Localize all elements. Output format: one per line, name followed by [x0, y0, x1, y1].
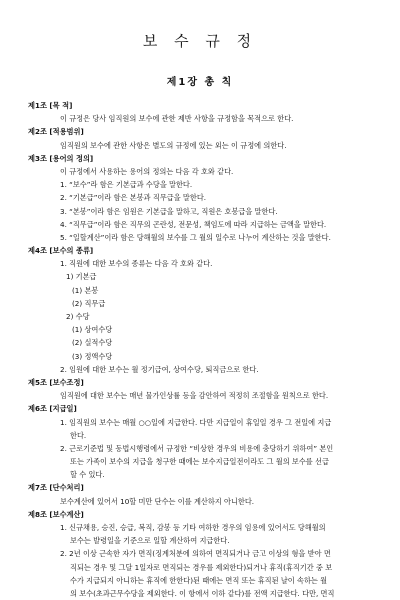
chapter-heading: 제1장 총 칙: [166, 77, 234, 88]
article-subitem: (1) 본봉: [72, 285, 99, 295]
article-item-continuation: 보수는 발령일을 기준으로 일할 계산하여 지급한다.: [70, 536, 230, 546]
article-item-continuation: 한다.: [70, 430, 87, 440]
article-text: 이 규정에서 사용하는 용어의 정의는 다음 각 호와 같다.: [60, 166, 234, 176]
article-text: 임직원에 대한 보수는 매년 물가인상률 등을 감안하여 적정히 조절함을 원칙으로 한다.: [60, 391, 329, 401]
article-subitem: (1) 상여수당: [72, 325, 113, 335]
article-heading: 제1조 [목 적]: [28, 101, 73, 110]
article-item: 1. 직원에 대한 보수의 종류는 다음 각 호와 같다.: [60, 259, 213, 269]
article-subitem: (3) 정액수당: [72, 351, 113, 361]
article-text: 보수계산에 있어서 10할 미만 단수는 이를 계산하지 아니한다.: [60, 496, 255, 506]
article-heading: 제2조 [적용범위]: [28, 127, 84, 137]
article-item: 1. 신규채용, 승진, 승급, 복직, 감봉 등 기타 여하한 경우의 임용에 있어서도 당해월의: [60, 523, 326, 532]
article-text: 이 규정은 당사 임직원의 보수에 관한 제반 사항을 규정함을 목적으로 한다.: [60, 114, 294, 124]
article-heading: 제8조 [보수계산]: [28, 509, 84, 519]
article-text: 임직원의 보수에 관한 사항은 별도의 규정에 있는 외는 이 규정에 의한다.: [60, 140, 287, 150]
article-heading: 제4조 [보수의 종류]: [28, 246, 94, 256]
article-subitem: 1) 기본급: [66, 272, 97, 282]
article-subitem: 2) 수당: [66, 312, 90, 321]
article-item: 1. 임직원의 보수는 매월 ○○일에 지급한다. 다만 지급일이 휴일일 경우 그 전일에 지급: [60, 417, 332, 427]
article-subitem: (2) 실적수당: [72, 338, 113, 348]
article-heading: 제7조 [단수처리]: [28, 483, 84, 493]
article-item: 2. 근로기준법 및 동법시행령에서 규정한 “비상한 경우의 비용에 충당하기 위하여” 본인: [60, 443, 334, 453]
article-item: 2. 2년 이상 근속한 자가 면직(징계처분에 의하여 면직되거나 금고 이상의 형을 받아 면: [60, 549, 331, 559]
article-item-continuation: 또는 가족이 보수의 지급을 청구한 때에는 보수지급일전이라도 그 월의 보수를 선급: [70, 457, 329, 467]
article-item: 5. “일할계산”이라 함은 당해월의 보수를 그 월의 일수로 나누어 계산하는 것을 말한다.: [60, 232, 331, 242]
article-item: 4. “직무급”이라 함은 직무의 곤란성, 전문성, 책임도에 따라 지급하는 금액을 말한다.: [60, 219, 327, 229]
document-title: 보 수 규 정: [142, 32, 258, 50]
article-item: 3. “본봉”이라 함은 임원은 기본급을 말하고, 직원은 호봉급을 말한다.: [60, 206, 278, 216]
article-item: 2. 임원에 대한 보수는 월 정기급여, 상여수당, 퇴직금으로 한다.: [60, 364, 259, 374]
article-item-continuation: 할 수 있다.: [70, 470, 105, 480]
article-item: 2. “기본급”이라 함은 본봉과 직무급을 말한다.: [60, 193, 207, 203]
article-item-continuation: 직되는 경우 및 그달 1일자로 면직되는 경우를 제외한다)되거나 휴직(휴직기간 중 보: [70, 562, 333, 572]
article-item-continuation: 의 보수(초과근무수당을 제외한다. 이 항에서 이하 같다)를 전액 지급한다. 다만, 면직: [70, 588, 335, 598]
document-body: [0, 99, 400, 600]
article-item: 1. “보수”라 함은 기본급과 수당을 말한다.: [60, 180, 193, 190]
article-item-continuation: 수가 지급되지 아니하는 휴직에 한한다)된 때에는 면직 또는 휴직된 날이 속하는 월: [70, 575, 328, 585]
article-heading: 제3조 [용어의 정의]: [28, 153, 94, 163]
article-heading: 제6조 [지급일]: [28, 404, 77, 414]
article-heading: 제5조 [보수조정]: [28, 377, 84, 387]
article-subitem: (2) 직무급: [72, 298, 106, 308]
